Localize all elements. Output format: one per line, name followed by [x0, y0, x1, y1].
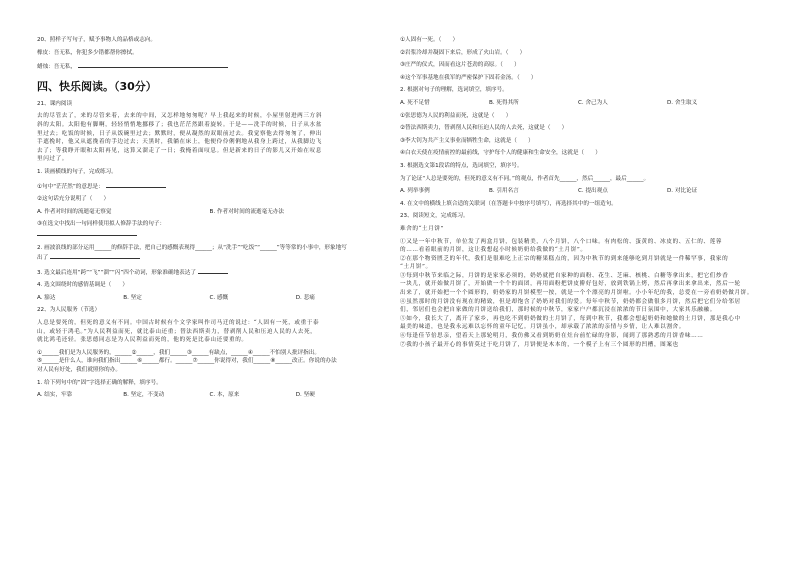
q23-passage-line: 最美的味道，也是我永远难以忘怀的童年记忆。月饼虽小，却承载了浓浓的亲情与乡情，让人难以割舍。 [400, 324, 685, 331]
q23-passage-line: 的……看着眼前的月饼，这让我想起小时候奶奶给我做的“土月饼”。 [400, 247, 587, 254]
q23-passage-line: 出来了，就开始把一个个圆形的，奶奶家的月饼模型一按，就是一个个漂亮的月饼啦。小小年纪的我，总爱在一旁看奶奶做月饼。 [400, 290, 754, 297]
right-q3-line: 为了论证“人总是要死的，但死的意义有不同。”的观点，作者首先______，然后______，最后______。 [400, 175, 650, 182]
option-d[interactable]: D. 坚硬 [295, 392, 315, 399]
q21-q3-line [37, 267, 382, 278]
q21-q2-blank[interactable] [50, 252, 140, 259]
q23-passage-line: “土月饼”。 [400, 264, 432, 271]
left-column [37, 36, 382, 400]
q21-q1c-blank-line [37, 229, 382, 240]
q23-passage [400, 238, 756, 350]
q21-passage-line: 里闪过了。 [37, 156, 68, 163]
q21-q4: 4. 选文围绕时的感情基调是（ ） [37, 282, 129, 289]
q21-q4-options [37, 294, 382, 303]
q22-q1-options [37, 391, 382, 400]
option-c[interactable]: C. 本，原来 [209, 392, 240, 399]
q21-title: 21、课内阅读 [37, 100, 73, 107]
option-a[interactable]: A. 列举事例 [400, 188, 430, 195]
q21-q2: 2. 画波浪线的部分运用______的修辞手法，把自己的感慨表现得______；从“洗手”“吃饭”“______”等等常的小事中，形象地写 [37, 244, 347, 251]
option-b[interactable]: B. 坚定，不变动 [123, 392, 165, 399]
q22-q1: 1. 给下列句中的“固”字选择正确的解释，填序号。 [37, 379, 162, 386]
q21-passage-line: 去的尽管去了，来的尽管来着，去来的中间，又怎样地匆匆呢？早上我起来的时候，小屋里射进两三方斜 [37, 113, 322, 120]
option-b[interactable]: B. 坚定 [123, 294, 142, 301]
option-a[interactable]: A. 死不足惜 [400, 99, 430, 106]
fill-item: ①人固有一死。（ ） [400, 37, 459, 43]
q21-q1b-options [37, 208, 382, 217]
q22-passage-line: 就比鸿毛还轻。张思德同志是为人民利益而死的，他的死是比泰山还要重的。 [37, 337, 248, 344]
q20-title: 20、照样子写句子，赋予事物人的品格或志向。 [37, 37, 156, 43]
right-q2-item: ①张思德为人民的利益而死，这就是（ ） [400, 112, 512, 119]
option-d[interactable]: D. 悲痛 [295, 294, 315, 301]
q22-passage-line: 山，或轻于鸿毛。”为人民利益而死，就比泰山还重；替法西斯卖力，替剥削人民和压迫人民的人去死， [37, 328, 317, 335]
q23-passage-line: ④虽然那时的月饼没有现在的精致，但是却饱含了奶奶对我们的爱。每年中秋节，奶奶都会做很多月饼，然后把它们分给邻居 [400, 298, 741, 305]
q21-q1c: ③在选文中找出一句同样使用拟人修辞手法的句子： [37, 221, 166, 228]
q23-passage-line: ⑤如今，我长大了，离开了家乡，再也吃不到奶奶做的土月饼了，每到中秋节，我都会想起奶奶和她做的土月饼，那是我心中 [400, 315, 741, 322]
right-column [400, 36, 756, 349]
option-d[interactable]: D. 对比论证 [667, 188, 698, 195]
right-q2-item: ②替法西斯卖力，替剥削人民和压迫人民的人去死，这就是（ ） [400, 125, 568, 132]
option-c[interactable]: C. 提出观点 [578, 188, 608, 195]
q20-answer-blank[interactable] [78, 61, 228, 68]
option-b[interactable]: B. 作者对时间的流逝毫无办法 [209, 208, 285, 215]
q22-fill-line: ⑤______是什么人，谁向我们指出______⑥______都行。______⑦______你说得对，我们______⑧______改正。你说的办法 [37, 358, 337, 365]
q23-subtitle: 难舍的“土月饼” [400, 225, 445, 232]
option-a[interactable]: A. 作者对时间的流逝毫无察觉 [37, 208, 112, 215]
q21-q1: 1. 读画横线的句子，完成练习。 [37, 168, 117, 175]
q22-fill-line: ①______我们是为人民服务的，______②______，我们______③______有缺点，______④______不怕别人批评指出。 [37, 349, 320, 356]
q21-passage-line: 去了；等我睁开眼和太阳再见，这算又溜走了一日；我掩着面叹息。但是新来的日子的影儿又开始在叹息 [37, 147, 322, 154]
q21-q1a: ①句中“茫茫然”的意思是： [37, 183, 104, 190]
q21-passage-line: 手遮挽时，他又从遮挽着的手边过去；天黑时，我躺在床上，他便伶伶俐俐地从我身上跨过，从我脚边飞 [37, 139, 322, 146]
q21-passage-line: 斜的太阳。太阳他有脚啊，轻轻悄悄地挪移了；我也茫茫然跟着旋转。于是——洗手的时候，日子从水盆 [37, 121, 322, 128]
q22-passage [37, 319, 382, 345]
option-c[interactable]: C. 感慨 [209, 294, 229, 301]
right-q2-item: ④白衣天使在疫情前控的最前线，守护每个人的健康和生命安全，这就是（ ） [400, 150, 601, 157]
q20-answer-label: 蜡烛：吾无私， [37, 64, 77, 71]
fill-item: ③庄严的仪式，因而看这片苍劲的高原。（ ） [400, 62, 520, 69]
q23-passage-line: 们，邻居们也会把自家做的月饼送给我们，那时候的中秋节，家家户户都沉浸在浓浓的节日氛围中，大家其乐融融。 [400, 307, 716, 314]
right-q3: 3. 根据选文第1段话的特点，选词填空，填序号。 [400, 162, 523, 169]
q23-passage-line: ①又是一年中秋节，单位发了两盒月饼，包装精美，八个月饼，八个口味。有肉松的、蛋黄的、冰皮的、五仁的、莲蓉 [400, 238, 723, 245]
option-b[interactable]: B. 死得其所 [489, 99, 519, 106]
q21-q1a-blank[interactable] [106, 181, 166, 188]
q21-q3-blank[interactable] [198, 267, 228, 274]
q20-answer-line [37, 61, 382, 72]
fill-item: ②岩浆冷却并凝固下来后，形成了火山岩。（ ） [400, 49, 526, 56]
q22-title: 22、为人民服务（节选） [37, 307, 101, 314]
option-c[interactable]: C. 舍己为人 [578, 99, 608, 106]
q23-passage-line: ②在那个物资匮乏的年代，我们是很难吃上正宗的糖果糕点的，因为中秋节的到来能够吃到月饼就是一件稀罕事，我家的 [400, 255, 729, 262]
q21-q3: 3. 选文最后连用“跨”“飞”“溜”“闪”四个动词，形象准确地表达了 [37, 269, 196, 276]
q21-q2-end-line [37, 252, 382, 263]
section-title: 四、快乐阅读。（30分） [37, 79, 157, 93]
right-q2-item: ③李大钊为共产主义事业而牺牲生命，这就是（ ） [400, 137, 534, 144]
q21-q1c-blank[interactable] [37, 229, 137, 236]
right-q3-options [400, 187, 756, 196]
right-q2-options [400, 99, 756, 108]
q21-q1b: ②这句话充分说明了（ ） [37, 196, 110, 203]
fill-item: ④这个军事基地在我军的严密保护下固若金汤。（ ） [400, 74, 537, 81]
option-d[interactable]: D. 舍生取义 [667, 99, 698, 106]
q23-passage-line: 一块儿，就开始做月饼了，开始做一个个的面团，再用面粉把饼皮擀好包好，放到铁锅上烤，然后再拿出来拿出来，然后一轮 [400, 281, 741, 288]
right-q2: 2. 根据对句子的理解，选词填空，填序号。 [400, 87, 508, 94]
q23-passage-line: ⑥每逢佳节倍思亲，望着天上那轮明月，我仿佛又看到奶奶在灶台前忙碌的身影，闻到了那熟悉的月饼香味…… [400, 333, 704, 340]
q20-example: 橡皮：吾无私，你犯多少错都帮你擦拭。 [37, 49, 138, 56]
q22-passage-line: 人总是要死的，但死的意义有不同。中国古时候有个文学家叫作司马迁的说过：“人固有一死，或重于泰 [37, 320, 320, 327]
q23-passage-line: ⑦我的小孩子最开心的事情莫过于吃月饼了，月饼便是木本的，一个模子上有三个圆形的凹槽，图案也 [400, 341, 679, 348]
q21-q1a-line [37, 181, 382, 192]
q21-passage-line: 里过去；吃饭的时候，日子从饭碗里过去；默默时，便从凝然的双眼前过去。我觉察他去得匆匆了，伸出 [37, 130, 322, 137]
right-q4: 4. 在文中的横线上填合适的关联词（在答题卡中按序号填写），再选择其中的一组造句。 [400, 200, 617, 207]
option-b[interactable]: B. 引用名言 [489, 188, 519, 195]
option-a[interactable]: A. 豁达 [37, 294, 56, 301]
option-a[interactable]: A. 结实，牢靠 [37, 392, 73, 399]
q21-q2-end: 出了 [37, 255, 49, 262]
q23-title: 23、阅读短文，完成练习。 [400, 213, 469, 220]
q23-passage-line: ③每到中秋节来临之际，月饼的是家家必须的，奶奶就把自家种的面粉、花生、芝麻、核桃、白糖等拿出来，把它们炒香 [400, 272, 729, 279]
q22-fill-line: 对人民有好处，我们就照你的办。 [37, 367, 121, 374]
q21-passage [37, 112, 382, 164]
